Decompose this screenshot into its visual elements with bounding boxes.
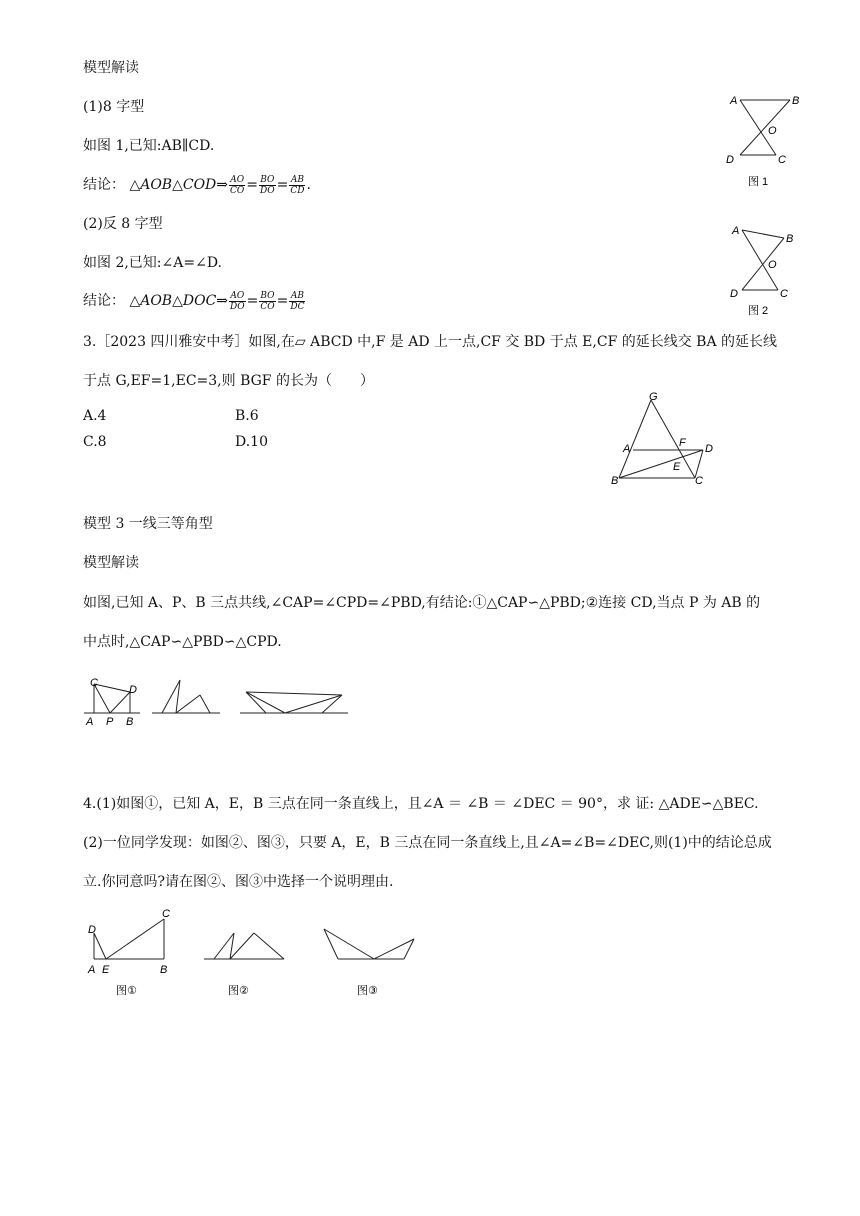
fig1-caption: 图 1 bbox=[748, 176, 769, 188]
item1-title: (1)8 字型 bbox=[83, 99, 145, 115]
q3-label-e: E bbox=[673, 461, 681, 473]
q3-label-g: G bbox=[649, 391, 658, 403]
q3-option-a[interactable]: A.4 bbox=[83, 408, 107, 424]
q3-option-b[interactable]: B.6 bbox=[235, 408, 259, 424]
conclusion-triangles: △AOB△COD⇒ bbox=[129, 177, 229, 193]
q3-parallelogram-diagram bbox=[605, 388, 725, 490]
q3-label-f: F bbox=[679, 437, 686, 449]
q4-label-a: A bbox=[88, 964, 96, 976]
m3-label-a: A bbox=[86, 716, 94, 728]
fig1-label-c: C bbox=[778, 154, 786, 166]
item2-given: 如图 2,已知:∠A=∠D. bbox=[83, 255, 223, 271]
figure-1-diagram bbox=[718, 90, 808, 190]
fig1-label-a: A bbox=[730, 95, 738, 107]
fraction: $\frac{BO}{CO}$ bbox=[260, 290, 275, 312]
model3-text-line1: 如图,已知 A、P、B 三点共线,∠CAP=∠CPD=∠PBD,有结论:①△CAP∽△PBD;②连接 CD,当点 P 为 AB 的 bbox=[83, 595, 761, 611]
m3-label-b: B bbox=[126, 716, 134, 728]
conclusion-triangles: △AOB△DOC⇒ bbox=[129, 293, 229, 309]
fig2-label-c: C bbox=[780, 288, 788, 300]
fig2-caption: 图 2 bbox=[748, 305, 769, 317]
q4-part2-line1: (2)一位同学发现：如图②、图③，只要 A，E，B 三点在同一条直线上,且∠A=∠B=∠DEC,则(1)中的结论总成 bbox=[83, 835, 772, 851]
item2-conclusion: 结论： △AOB△DOC⇒ $\frac{AO}{DO}$ = $\frac{BO}{CO}$ = $\frac{AB}{DC}$ bbox=[83, 290, 305, 312]
fraction: $\frac{BO}{DO}$ bbox=[260, 174, 275, 196]
q3-label-c: C bbox=[695, 475, 703, 487]
conclusion-label: 结论： bbox=[83, 293, 125, 309]
model3-diagrams bbox=[80, 668, 360, 730]
fig1-label-b: B bbox=[792, 95, 800, 107]
model-heading-1: 模型解读 bbox=[83, 60, 139, 76]
item1-given: 如图 1,已知:AB∥CD. bbox=[83, 138, 215, 154]
q4-label-c: C bbox=[162, 908, 170, 920]
m3-label-c: C bbox=[90, 677, 98, 689]
q3-option-c[interactable]: C.8 bbox=[83, 434, 107, 450]
q3-stem-line1: 3.［2023 四川雅安中考］如图,在▱ ABCD 中,F 是 AD 上一点,CF 交 BD 于点 E,CF 的延长线交 BA 的延长线 bbox=[83, 334, 778, 350]
model3-text-line2: 中点时,△CAP∽△PBD∽△CPD. bbox=[83, 634, 282, 650]
m3-label-d: D bbox=[129, 684, 137, 696]
q4-label-b: B bbox=[160, 964, 168, 976]
q4-diagrams bbox=[84, 905, 434, 1001]
fig2-label-o: O bbox=[768, 259, 777, 271]
fraction: $\frac{AO}{CO}$ bbox=[230, 174, 245, 196]
q4-label-e: E bbox=[102, 964, 110, 976]
q4-caption-2: 图② bbox=[228, 985, 249, 997]
fig1-label-d: D bbox=[726, 154, 734, 166]
fig1-label-o: O bbox=[768, 125, 777, 137]
item2-title: (2)反 8 字型 bbox=[83, 216, 163, 232]
fig2-label-d: D bbox=[730, 288, 738, 300]
model-heading-3: 模型解读 bbox=[83, 555, 139, 571]
m3-label-p: P bbox=[106, 716, 114, 728]
q4-caption-3: 图③ bbox=[357, 985, 378, 997]
q3-option-d[interactable]: D.10 bbox=[235, 434, 268, 450]
q3-label-a: A bbox=[623, 443, 631, 455]
q4-caption-1: 图① bbox=[116, 985, 137, 997]
q4-part1: 4.(1)如图①，已知 A，E，B 三点在同一条直线上，且∠A ＝ ∠B ＝ ∠DEC ＝ 90°，求 证: △ADE∽△BEC. bbox=[83, 796, 759, 812]
model-3-title: 模型 3 一线三等角型 bbox=[83, 516, 213, 532]
q3-label-d: D bbox=[705, 443, 713, 455]
fraction: $\frac{AO}{DO}$ bbox=[230, 290, 245, 312]
q4-part2-line2: 立.你同意吗?请在图②、图③中选择一个说明理由. bbox=[83, 874, 394, 890]
q3-label-b: B bbox=[611, 475, 619, 487]
fig2-label-b: B bbox=[786, 233, 794, 245]
fig2-label-a: A bbox=[732, 225, 740, 237]
q3-stem-line2: 于点 G,EF=1,EC=3,则 BGF 的长为（ ） bbox=[83, 373, 374, 389]
figure-2-diagram bbox=[718, 222, 808, 322]
q4-label-d: D bbox=[88, 924, 96, 936]
conclusion-label: 结论： bbox=[83, 177, 125, 193]
item1-conclusion: 结论： △AOB△COD⇒ $\frac{AO}{CO}$ = $\frac{BO}{DO}$ = $\frac{AB}{CD}$ . bbox=[83, 174, 311, 196]
fraction: $\frac{AB}{DC}$ bbox=[290, 290, 305, 312]
fraction: $\frac{AB}{CD}$ bbox=[290, 174, 305, 196]
